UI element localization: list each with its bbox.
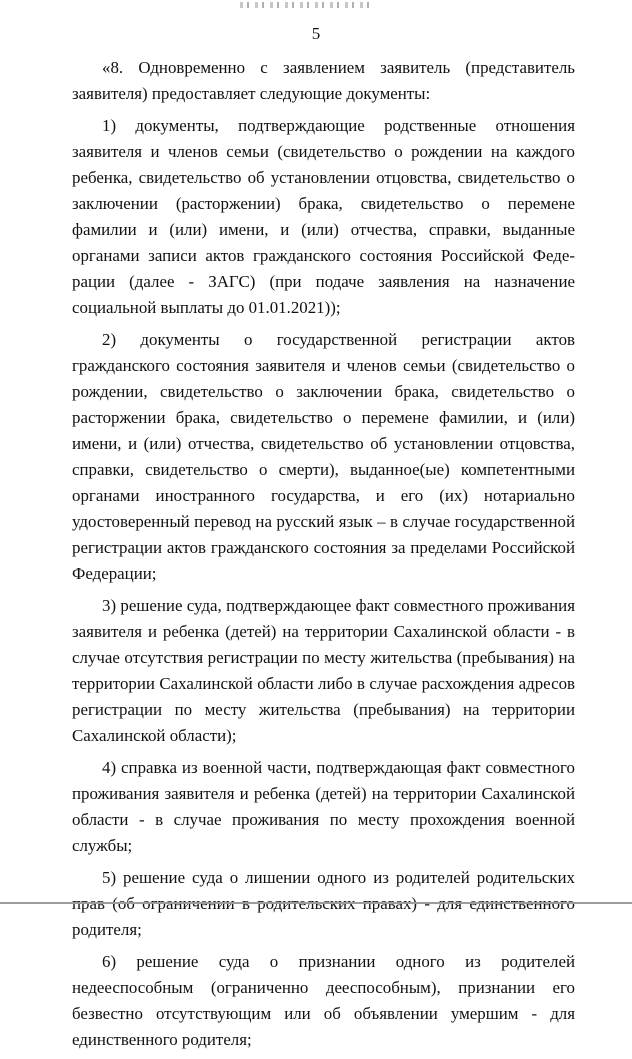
paragraph-item-3: 3) решение суда, подтверждающее факт совместного проживания заявителя и ребенка (детей) на территории Сахалинской области - в случае отсутствия регистрации по месту жительства (пребывания) на территории Сахалинской области либо в случае расхождения адресов регистрации по месту жительства (пребывания) на территории Сахалинской области);	[72, 596, 575, 745]
paragraph-item-2: 2) документы о государственной регистрации актов гражданского состояния заявителя и членов семьи (свидетельство о рождении, свидетельство о заключении брака, свидетельство о расторжении брака, свидетельство о перемене фамилии, и (или) имени, и (или) отчества, свидетельство об установлении отцовства, справки, свидетельство о смерти), выданное(ые) компетентными органами иностранного государства, и его (их) нотариально удостоверенный перевод на русский язык – в случае государственной регистрации актов гражданского состояния за пределами Российской Федерации;	[72, 330, 575, 583]
paragraph-item-5: 5) решение суда о лишении одного из родителей родительских родителя;	[72, 868, 575, 939]
paragraph-item-4: 4) справка из военной части, подтверждающая факт совместного проживания заявителя и ребенка (детей) на территории Сахалинской области - в случае проживания по месту прохождения военной службы;	[72, 758, 575, 855]
paragraph-intro: «8. Одновременно с заявлением заявитель (представитель заявителя) предоставляет следующие документы:	[72, 58, 575, 103]
scan-artifact	[240, 2, 370, 8]
page-number: 5	[311, 24, 321, 43]
document-body	[72, 55, 575, 1059]
paragraph-item-1: 1) документы, подтверждающие родственные отношения заявителя и членов семьи (свидетельство о рождении на каждого ребенка, свидетельство об установлении отцовства, свидетельство о заключении (расторжении) брака, свидетельство о перемене фамилии и (или) имени, и (или) отчества, справки, выданные органами записи актов гражданского состояния Российской Федерации (далее - ЗАГС) (при подаче заявления на назначение социальной выплаты до 01.01.2021));	[72, 116, 575, 317]
paragraph-item-6: 6) решение суда о признании одного из родителей недееспособным (ограниченно дееспособным), признании его безвестно отсутствующим или об объявлении умершим - для единственного родителя;	[72, 952, 575, 1049]
